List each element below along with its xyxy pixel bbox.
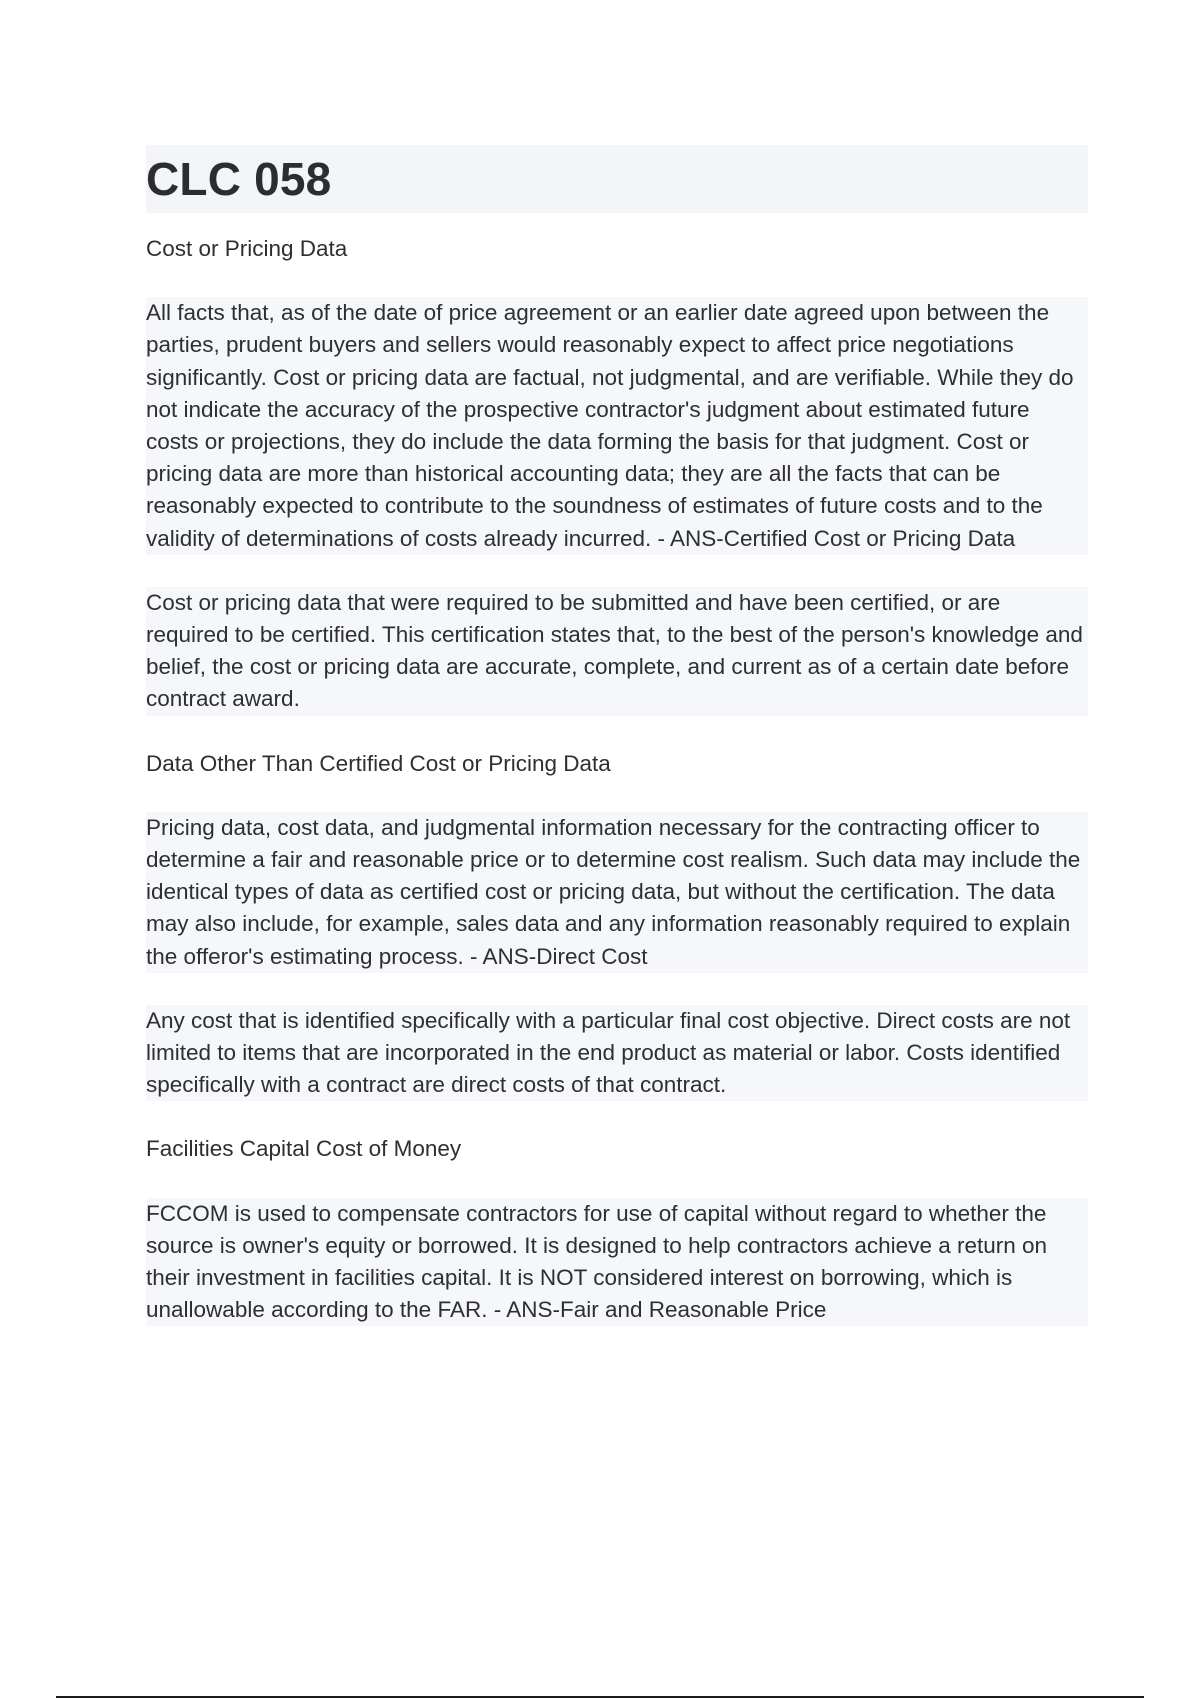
definition-data-other-than-certified: Pricing data, cost data, and judgmental information necessary for the contracting officer to determine a fair and reasonable price or to determine cost realism. Such data may include the identical types of data as certified cost or pricing data, but without the certification. The data may also include, for example, sales data and any information reasonably required to explain the offeror's estimating process. - ANS-Direct Cost	[146, 812, 1088, 973]
definition-direct-cost: Any cost that is identified specifically with a particular final cost objective. Direct costs are not limited to items that are incorporated in the end product as material or labor. Costs identified specifically with a contract are direct costs of that contract.	[146, 1005, 1088, 1102]
term-facilities-capital-cost-of-money: Facilities Capital Cost of Money	[146, 1136, 462, 1162]
definition-cost-or-pricing-data: All facts that, as of the date of price agreement or an earlier date agreed upon between the parties, prudent buyers and sellers would reasonably expect to affect price negotiations significantly. Cost or pricing data are factual, not judgmental, and are verifiable. While they do not indicate the accuracy of the prospective contractor's judgment about estimated future costs or projections, they do include the data forming the basis for that judgment. Cost or pricing data are more than historical accounting data; they are all the facts that can be reasonably expected to contribute to the soundness of estimates of future costs and to the validity of determinations of costs already incurred. - ANS-Certified Cost or Pricing Data	[146, 297, 1088, 555]
term-data-other-than-certified: Data Other Than Certified Cost or Pricing Data	[146, 750, 611, 776]
definition-facilities-capital-cost-of-money: FCCOM is used to compensate contractors for use of capital without regard to whether the source is owner's equity or borrowed. It is designed to help contractors achieve a return on their investment in facilities capital. It is NOT considered interest on borrowing, which is unallowable according to the FAR. - ANS-Fair and Reasonable Price	[146, 1198, 1088, 1327]
definition-certified-cost-or-pricing-data: Cost or pricing data that were required to be submitted and have been certified, or are required to be certified. This certification states that, to the best of the person's knowledge and belief, the cost or pricing data are accurate, complete, and current as of a certain date before contract award.	[146, 587, 1088, 716]
page-bottom-divider	[56, 1696, 1144, 1698]
term-cost-or-pricing-data: Cost or Pricing Data	[146, 236, 348, 261]
page-title: CLC 058	[146, 153, 332, 205]
document-page	[146, 145, 1088, 1358]
title-bar	[146, 145, 1088, 213]
